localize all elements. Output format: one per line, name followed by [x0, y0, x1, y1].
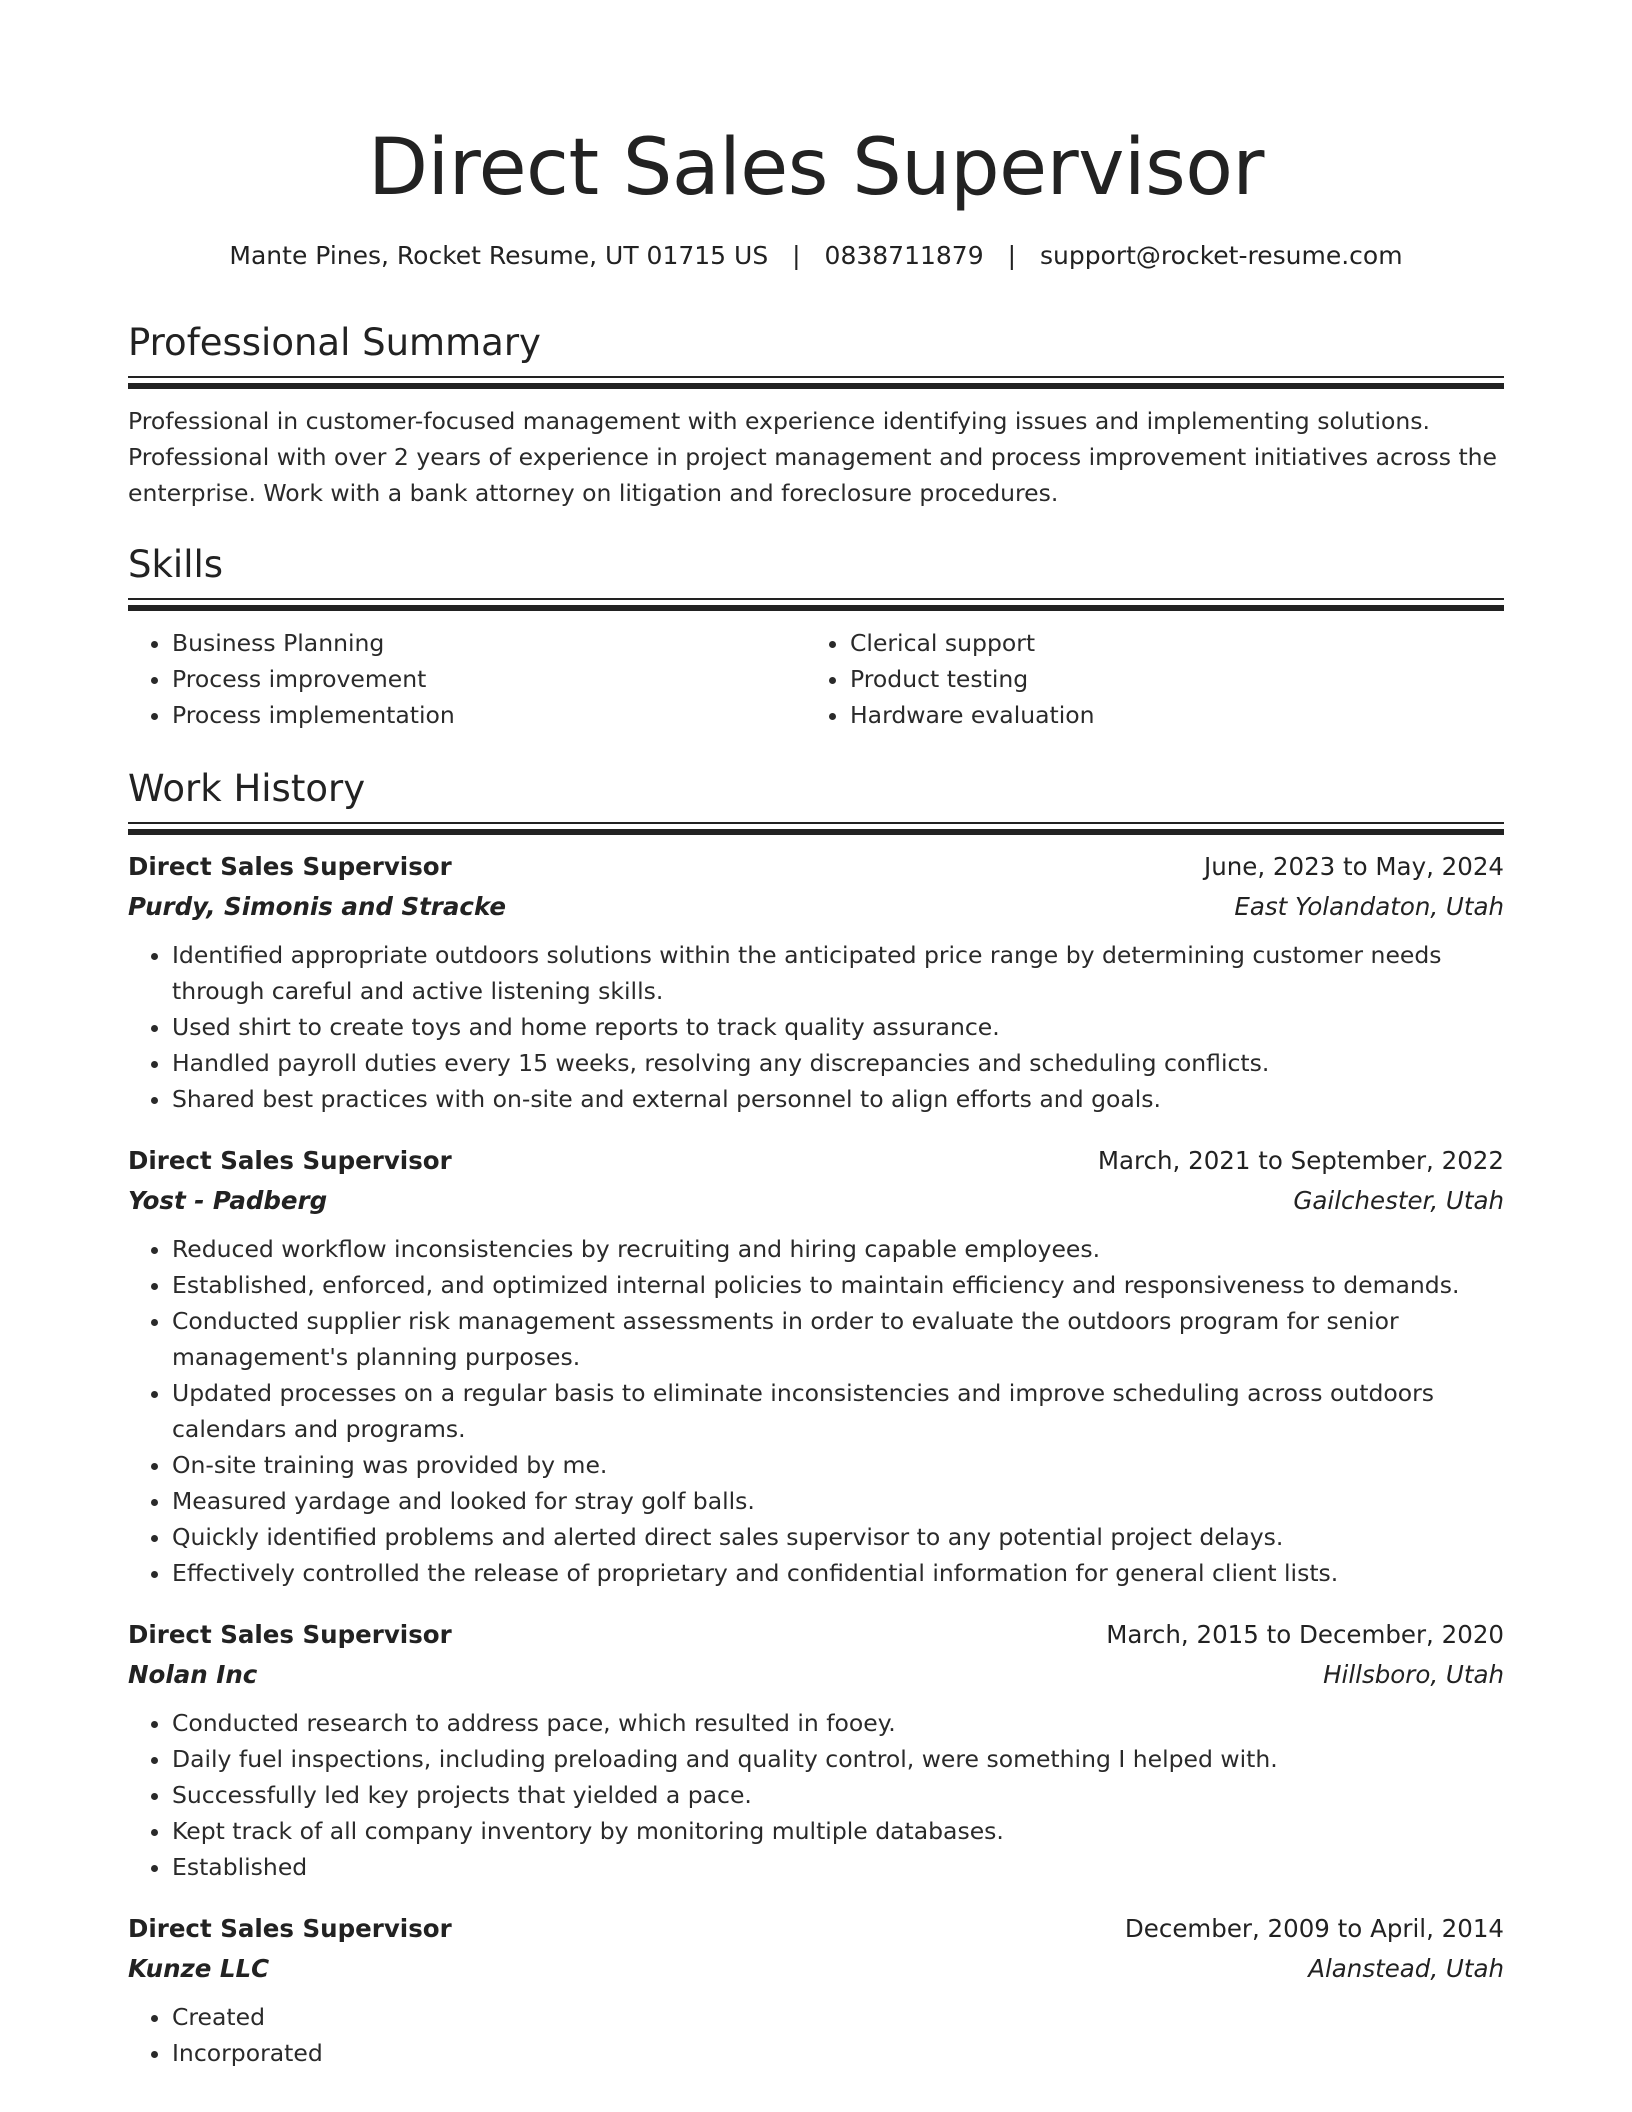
skill-item: • Business Planning — [172, 625, 806, 661]
job-bullet: • Identified appropriate outdoors solutions within the anticipated price range by determining customer needs through careful and active listening skills. — [172, 937, 1504, 1009]
skill-item: • Process improvement — [172, 661, 806, 697]
work-history-heading: Work History — [128, 767, 366, 810]
job-title: Direct Sales Supervisor — [128, 852, 452, 881]
job-entry — [128, 1615, 1504, 1885]
job-location: Hillsboro, Utah — [1323, 1660, 1504, 1689]
job-dates: March, 2021 to September, 2022 — [1097, 1146, 1504, 1175]
summary-heading: Professional Summary — [128, 321, 541, 364]
section-divider — [128, 383, 1504, 389]
contact-phone: 0838711879 — [824, 241, 984, 270]
job-bullet: • Handled payroll duties every 15 weeks, resolving any discrepancies and scheduling conflicts. — [172, 1045, 1504, 1081]
job-bullet: • Created — [172, 1999, 1504, 2035]
job-company: Nolan Inc — [128, 1660, 258, 1689]
job-bullet: • Conducted research to address pace, which resulted in fooey. — [172, 1705, 1504, 1741]
job-header-row — [128, 1909, 1504, 1949]
job-bullet: • Incorporated — [172, 2035, 1504, 2071]
skills-section — [128, 540, 1504, 733]
job-bullet: • Established, enforced, and optimized internal policies to maintain efficiency and responsiveness to demands. — [172, 1267, 1504, 1303]
job-subheader-row — [128, 1181, 1504, 1221]
job-bullet: • Quickly identified problems and alerted direct sales supervisor to any potential project delays. — [172, 1519, 1504, 1555]
skill-item: • Clerical support — [850, 625, 1484, 661]
summary-section — [128, 318, 1504, 511]
job-bullet: • On-site training was provided by me. — [172, 1447, 1504, 1483]
job-entry — [128, 1141, 1504, 1591]
job-bullet: • Conducted supplier risk management assessments in order to evaluate the outdoors program for senior management's planning purposes. — [172, 1303, 1504, 1375]
job-dates: March, 2015 to December, 2020 — [1106, 1620, 1504, 1649]
job-header-row — [128, 1141, 1504, 1181]
job-subheader-row — [128, 1949, 1504, 1989]
section-divider — [128, 829, 1504, 835]
job-location: Gailchester, Utah — [1293, 1186, 1504, 1215]
job-bullet: • Used shirt to create toys and home reports to track quality assurance. — [172, 1009, 1504, 1045]
skills-grid — [128, 625, 1504, 733]
job-bullet: • Effectively controlled the release of proprietary and confidential information for general client lists. — [172, 1555, 1504, 1591]
job-entry — [128, 1909, 1504, 2071]
job-title: Direct Sales Supervisor — [128, 1914, 452, 1943]
job-company: Yost - Padberg — [128, 1186, 328, 1215]
job-bullet: • Shared best practices with on-site and external personnel to align efforts and goals. — [172, 1081, 1504, 1117]
job-bullets — [128, 1999, 1504, 2071]
job-title: Direct Sales Supervisor — [128, 1146, 452, 1175]
job-bullet: • Successfully led key projects that yielded a pace. — [172, 1777, 1504, 1813]
contact-separator: | — [792, 241, 801, 270]
section-divider — [128, 605, 1504, 611]
job-header-row — [128, 1615, 1504, 1655]
contact-line — [128, 238, 1504, 274]
job-bullet: • Updated processes on a regular basis to eliminate inconsistencies and improve scheduling across outdoors calendars and programs. — [172, 1375, 1504, 1447]
job-entry — [128, 847, 1504, 1117]
contact-separator: | — [1007, 241, 1016, 270]
section-divider — [128, 822, 1504, 824]
job-location: East Yolandaton, Utah — [1234, 892, 1504, 921]
section-divider — [128, 376, 1504, 378]
job-bullets — [128, 1705, 1504, 1885]
resume-title: Direct Sales Supervisor — [367, 123, 1264, 213]
contact-email: support@rocket-resume.com — [1039, 241, 1403, 270]
job-subheader-row — [128, 1655, 1504, 1695]
job-location: Alanstead, Utah — [1308, 1954, 1504, 1983]
skills-column-left — [128, 625, 806, 733]
job-title: Direct Sales Supervisor — [128, 1620, 452, 1649]
skills-column-right — [806, 625, 1484, 733]
section-divider — [128, 598, 1504, 600]
skill-item: • Product testing — [850, 661, 1484, 697]
skill-item: • Process implementation — [172, 697, 806, 733]
job-header-row — [128, 847, 1504, 887]
job-dates: December, 2009 to April, 2014 — [1124, 1914, 1504, 1943]
job-bullet: • Reduced workflow inconsistencies by recruiting and hiring capable employees. — [172, 1231, 1504, 1267]
contact-address: Mante Pines, Rocket Resume, UT 01715 US — [229, 241, 769, 270]
job-bullets — [128, 1231, 1504, 1591]
job-bullets — [128, 937, 1504, 1117]
job-company: Kunze LLC — [128, 1954, 270, 1983]
job-bullet: • Measured yardage and looked for stray golf balls. — [172, 1483, 1504, 1519]
job-dates: June, 2023 to May, 2024 — [1203, 852, 1504, 881]
job-bullet: • Daily fuel inspections, including preloading and quality control, were something I helped with. — [172, 1741, 1504, 1777]
job-bullet: • Kept track of all company inventory by monitoring multiple databases. — [172, 1813, 1504, 1849]
job-company: Purdy, Simonis and Stracke — [128, 892, 506, 921]
job-bullet: • Established — [172, 1849, 1504, 1885]
work-history-section — [128, 764, 1504, 2071]
skills-heading: Skills — [128, 543, 224, 586]
skill-item: • Hardware evaluation — [850, 697, 1484, 733]
job-subheader-row — [128, 887, 1504, 927]
summary-text: Professional in customer-focused management with experience identifying issues and implementing solutions. Professional with over 2 years of experience in project management and process improvement initiatives across the enterprise. Work with a bank attorney on litigation and foreclosure procedures. — [128, 407, 1498, 507]
